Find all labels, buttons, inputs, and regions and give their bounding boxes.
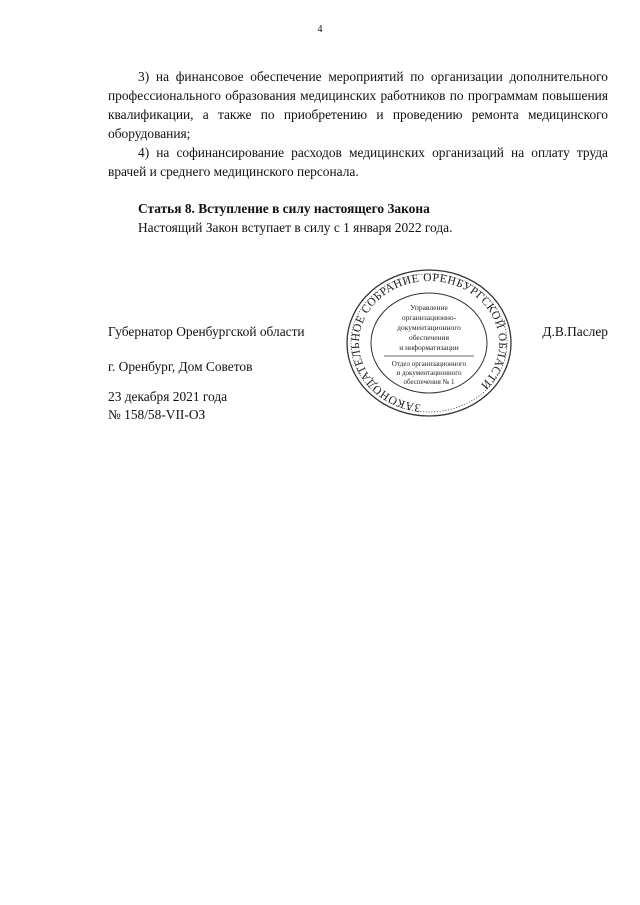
law-number: № 158/58-VII-ОЗ — [108, 407, 206, 422]
seal-line-8: обеспечения № 1 — [403, 378, 455, 386]
seal-line-5: и информатизации — [399, 343, 459, 352]
signatory-title: Губернатор Оренбургской области — [108, 324, 305, 339]
signatory-name: Д.В.Паслер — [542, 324, 608, 339]
paragraph-item-3: 3) на финансовое обеспечение мероприятий по организации дополнительного профессионального образования медицинских работников по программам повышения квалификации, а также по приобретению и проведению ремонта медицинского оборудования; — [108, 69, 608, 141]
seal-line-4: обеспечения — [408, 333, 450, 342]
seal-line-3: документационного — [397, 323, 461, 332]
seal-line-1: Управление — [410, 303, 448, 312]
seal-line-6: Отдел организационного — [391, 360, 467, 368]
document-body — [108, 67, 608, 237]
official-seal — [344, 268, 514, 418]
article-heading: Статья 8. Вступление в силу настоящего Закона — [138, 201, 430, 216]
seal-line-2: организационно- — [401, 313, 457, 322]
article-text: Настоящий Закон вступает в силу с 1 января 2022 года. — [138, 220, 453, 235]
paragraph-item-4: 4) на софинансирование расходов медицинских организаций на оплату труда врачей и среднего медицинского персонала. — [108, 145, 608, 179]
seal-line-7: и документационного — [396, 369, 462, 377]
signing-date: 23 декабря 2021 года — [108, 389, 228, 404]
page-number: 4 — [317, 24, 323, 35]
signing-place: г. Оренбург, Дом Советов — [108, 359, 253, 374]
seal-outer-text: ЗАКОНОДАТЕЛЬНОЕ СОБРАНИЕ ОРЕНБУРГСКОЙ ОБЛАСТИ — [349, 271, 509, 414]
